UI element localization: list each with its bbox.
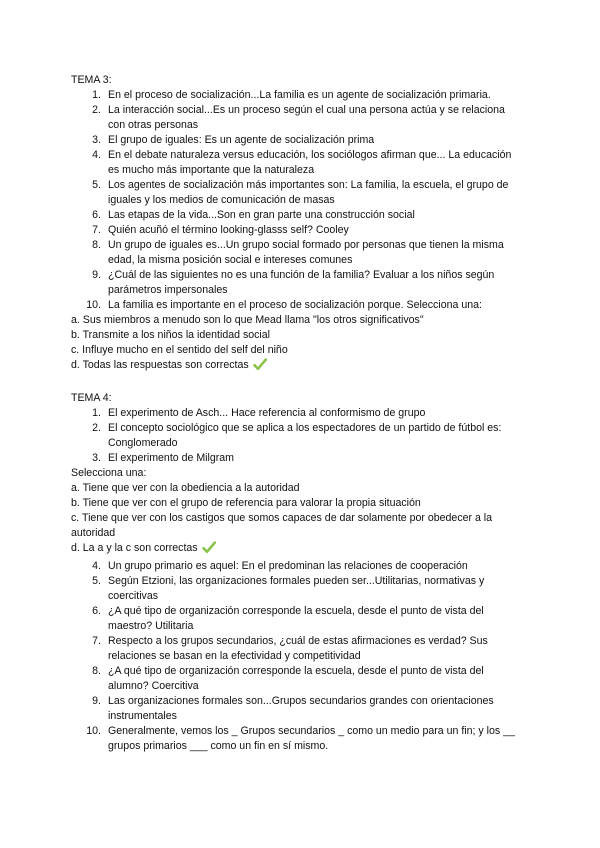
list-item xyxy=(71,724,523,754)
list-item xyxy=(71,664,523,694)
list-item xyxy=(71,268,523,298)
list-item xyxy=(71,694,523,724)
item-number: 6. xyxy=(92,605,101,617)
list-item xyxy=(71,103,523,133)
item-text: ¿A qué tipo de organización corresponde la escuela, desde el punto de vista del alumno? Coercitiva xyxy=(108,665,484,692)
item-number: 4. xyxy=(92,149,101,161)
item-text: ¿Cuál de las siguientes no es una función de la familia? Evaluar a los niños según parámetros impersonales xyxy=(108,269,495,296)
list-item xyxy=(71,298,523,313)
item-text: Generalmente, vemos los _ Grupos secundarios _ como un medio para un fin; y los __ grupos primarios ___ como un fin en sí mismo. xyxy=(108,725,515,752)
item-text: La familia es importante en el proceso de socialización porque. Selecciona una: xyxy=(108,299,482,311)
list-item xyxy=(71,406,523,421)
answer-option: a. Sus miembros a menudo son lo que Mead llama "los otros significativos" xyxy=(71,314,424,326)
answer-option-correct xyxy=(71,541,523,559)
item-text: En el proceso de socialización...La familia es un agente de socialización primaria. xyxy=(108,89,491,101)
item-text: Según Etzioni, las organizaciones formales pueden ser...Utilitarias, normativas y coercitivas xyxy=(108,575,485,602)
item-number: 5. xyxy=(92,179,101,191)
document-content xyxy=(71,73,523,754)
section-gap xyxy=(71,376,523,391)
list-item xyxy=(71,88,523,103)
answer-option-text: d. Todas las respuestas son correctas xyxy=(71,359,249,371)
list-item xyxy=(71,238,523,268)
tema4-heading: TEMA 4: xyxy=(71,392,112,404)
item-number: 6. xyxy=(92,209,101,221)
answer-option: b. Transmite a los niños la identidad social xyxy=(71,329,271,341)
list-item xyxy=(71,604,523,634)
item-number: 3. xyxy=(92,452,101,464)
list-item xyxy=(71,559,523,574)
item-number: 10. xyxy=(86,299,101,311)
item-text: Las etapas de la vida...Son en gran parte una construcción social xyxy=(108,209,415,221)
item-text: Respecto a los grupos secundarios, ¿cuál de estas afirmaciones es verdad? Sus relaciones se basan en la efectividad y competitividad xyxy=(108,635,488,662)
item-number: 1. xyxy=(92,89,101,101)
item-text: El experimento de Asch... Hace referencia al conformismo de grupo xyxy=(108,407,426,419)
list-item xyxy=(71,574,523,604)
list-item xyxy=(71,223,523,238)
list-item xyxy=(71,451,523,466)
select-label: Selecciona una: xyxy=(71,467,147,479)
item-number: 5. xyxy=(92,575,101,587)
answer-option: b. Tiene que ver con el grupo de referencia para valorar la propia situación xyxy=(71,497,421,509)
item-text: Los agentes de socialización más importantes son: La familia, la escuela, el grupo de iguales y los medios de comunicación de masas xyxy=(108,179,509,206)
item-number: 7. xyxy=(92,224,101,236)
answer-option: c. Influye mucho en el sentido del self del niño xyxy=(71,344,288,356)
tema4-list-b xyxy=(71,559,523,754)
item-text: Un grupo primario es aquel: En el predominan las relaciones de cooperación xyxy=(108,560,468,572)
item-number: 7. xyxy=(92,635,101,647)
list-item xyxy=(71,208,523,223)
item-text: El experimento de Milgram xyxy=(108,452,234,464)
item-number: 9. xyxy=(92,269,101,281)
item-text: La interacción social...Es un proceso según el cual una persona actúa y se relaciona con otras personas xyxy=(108,104,505,131)
item-text: En el debate naturaleza versus educación, los sociólogos afirman que... La educación es mucho más importante que la naturaleza xyxy=(108,149,512,176)
checkmark-icon xyxy=(253,358,267,376)
item-number: 10. xyxy=(86,725,101,737)
item-number: 9. xyxy=(92,695,101,707)
item-text: Quién acuñó el término looking-glasss self? Cooley xyxy=(108,224,349,236)
item-text: Las organizaciones formales son...Grupos secundarios grandes con orientaciones instrumentales xyxy=(108,695,494,722)
item-text: El grupo de iguales: Es un agente de socialización prima xyxy=(108,134,375,146)
answer-option-text: d. La a y la c son correctas xyxy=(71,542,198,554)
item-text: El concepto sociológico que se aplica a los espectadores de un partido de fútbol es: Conglomerado xyxy=(108,422,502,449)
list-item xyxy=(71,421,523,451)
list-item xyxy=(71,634,523,664)
answer-option-correct xyxy=(71,358,523,376)
item-number: 4. xyxy=(92,560,101,572)
answer-option: c. Tiene que ver con los castigos que somos capaces de dar solamente por obedecer a la autoridad xyxy=(71,512,493,539)
item-number: 2. xyxy=(92,422,101,434)
tema3-heading: TEMA 3: xyxy=(71,74,112,86)
item-number: 2. xyxy=(92,104,101,116)
item-number: 8. xyxy=(92,665,101,677)
list-item xyxy=(71,133,523,148)
item-text: Un grupo de iguales es...Un grupo social formado por personas que tienen la misma edad, la misma posición social e intereses comunes xyxy=(108,239,504,266)
item-number: 1. xyxy=(92,407,101,419)
tema4-list-a xyxy=(71,406,523,466)
item-text: ¿A qué tipo de organización corresponde la escuela, desde el punto de vista del maestro? Utilitaria xyxy=(108,605,484,632)
answer-option: a. Tiene que ver con la obediencia a la autoridad xyxy=(71,482,300,494)
list-item xyxy=(71,178,523,208)
tema3-list xyxy=(71,88,523,313)
list-item xyxy=(71,148,523,178)
item-number: 8. xyxy=(92,239,101,251)
item-number: 3. xyxy=(92,134,101,146)
checkmark-icon xyxy=(202,541,216,559)
